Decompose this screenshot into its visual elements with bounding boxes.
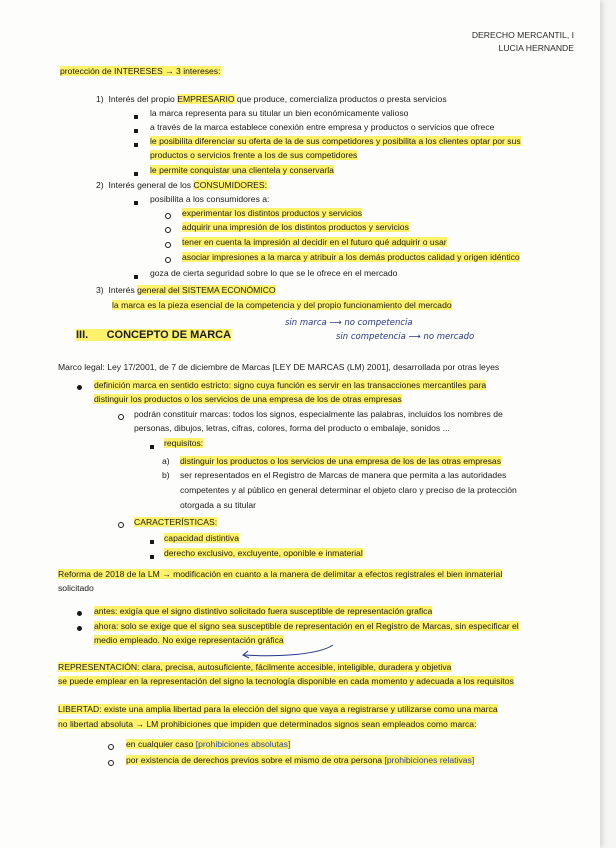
ahora-line-2: medio empleado. No exige representación gráfica [94,635,284,645]
podran-line-1: podrán constituir marcas: todos los signos, especialmente las palabras, incluidos los nombres de [134,409,503,419]
header-course: DERECHO MERCANTIL, I [471,30,574,40]
list-item: posibilita a los consumidores a: [150,194,270,204]
prohibicion-item: por existencia de derechos previos sobre el mismo de otra persona [prohibiciones relativas] [126,755,475,765]
list-item: tener en cuenta la impresión al decidir en el futuro qué adquirir o usar [182,237,447,247]
handwritten-arrow [238,643,338,661]
handwritten-note-1: sin marca ⟶ no competencia [285,318,413,328]
list-item: le posibilita diferenciar su oferta de la de sus competidores y posibilita a los clientes optar por sus [150,136,521,146]
list-item: asociar impresiones a la marca y atribuir a los demás productos calidad y origen idéntico [182,252,520,262]
system-line: la marca es la pieza esencial de la competencia y del propio funcionamiento del mercado [112,300,452,310]
legal-framework: Marco legal: Ley 17/2001, de 7 de diciembre de Marcas [LEY DE MARCAS (LM) 2001], desarrollada por otras leyes [58,362,500,372]
req-b-line-3: otorgada a su titular [180,500,256,510]
caracteristicas-label: CARACTERÍSTICAS: [134,517,218,527]
list-item: a través de la marca establece conexión entre empresa y productos o servicios que ofrece [150,122,495,132]
list-item: productos o servicios frente a los de sus competidores [150,150,358,160]
req-a-label: a) [162,456,170,466]
libertad-line-2: no libertad absoluta → LM prohibiciones que impiden que determinados signos sean empleados como marca: [58,719,477,729]
list-item: la marca representa para su titular un bien económicamente valioso [150,108,409,118]
intro-line: protección de INTERESES → 3 intereses: [60,66,221,76]
req-a-text: distinguir los productos o los servicios de una empresa de los de las otras empresas [180,456,501,466]
interest-1: 1) Interés del propio EMPRESARIO que produce, comercializa productos o presta servicios [96,94,447,104]
definition-line-2: distinguir los productos o los servicios de una empresa de los de otras empresas [94,394,402,404]
header-author: LUCIA HERNANDE [498,43,574,53]
section-heading: III. CONCEPTO DE MARCA [76,329,232,341]
prohibicion-item: en cualquier caso [prohibiciones absolutas] [126,739,291,749]
list-item: goza de cierta seguridad sobre lo que se le ofrece en el mercado [150,268,398,278]
podran-line-2: personas, dibujos, letras, cifras, colores, forma del producto o embalaje, sonidos ... [134,423,450,433]
req-b-line-1: ser representados en el Registro de Marcas de manera que permita a las autoridades [180,470,507,480]
req-b-line-2: competentes y al público en general determinar el objeto claro y preciso de la protección [180,485,517,495]
representacion-line-1: REPRESENTACIÓN: clara, precisa, autosuficiente, fácilmente accesible, inteligible, duradera y objetiva [58,662,452,672]
interest-3: 3) Interés general del SISTEMA ECONÓMICO [96,285,276,295]
req-b-label: b) [162,470,170,480]
interest-2: 2) Interés general de los CONSUMIDORES: [96,180,268,190]
ahora-line-1: ahora: solo se exige que el signo sea susceptible de representación en el Registro de Marcas, sin especificar el [94,621,519,631]
requisitos-label: requisitos: [164,438,204,448]
list-item: adquirir una impresión de los distintos productos y servicios [182,222,409,232]
handwritten-note-2: sin competencia ⟶ no mercado [336,332,475,342]
list-item: le permite conquistar una clientela y conservarla [150,165,334,175]
definition-line-1: definición marca en sentido estricto: signo cuya función es servir en las transacciones mercantiles para [94,380,487,390]
libertad-line-1: LIBERTAD: existe una amplia libertad para la elección del signo que vaya a registrarse y utilizarse como una marca [58,704,498,714]
antes-line: antes: exigía que el signo distintivo solicitado fuera susceptible de representación grafica [94,606,433,616]
list-item: experimentar los distintos productos y servicios [182,208,363,218]
reforma-line-2: solicitado [58,583,94,593]
list-item: derecho exclusivo, excluyente, oponible e inmaterial [164,548,363,558]
list-item: capacidad distintiva [164,533,240,543]
reforma-line-1: Reforma de 2018 de la LM → modificación en cuanto a la manera de delimitar a efectos registrales el bien inmaterial [58,569,503,579]
representacion-line-2: se puede emplear en la representación del signo la tecnología disponible en cada momento y adecuada a los requisitos [58,676,514,686]
